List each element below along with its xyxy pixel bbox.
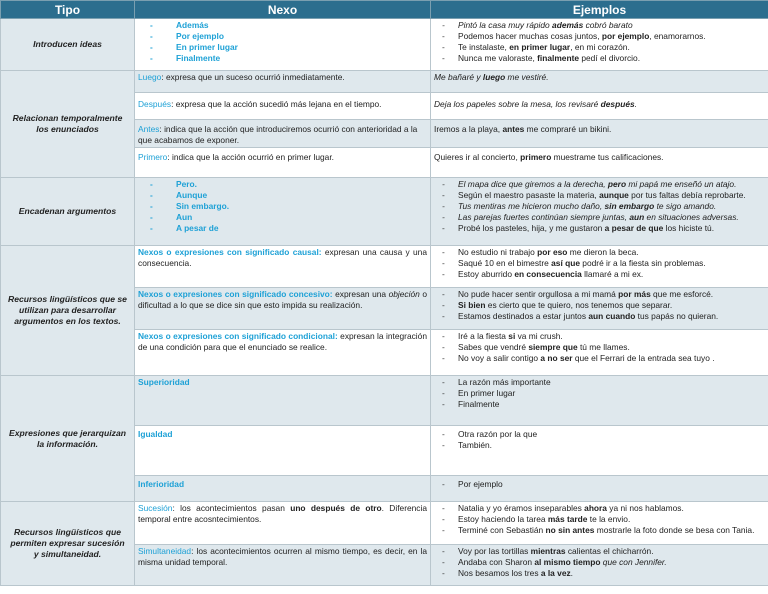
tipo-cell: Introducen ideas [1, 19, 135, 71]
ejemplos-cell [431, 502, 768, 545]
ejemplo-item: - En primer lugar [434, 388, 765, 399]
ejemplo-item: - La razón más importante [434, 377, 765, 388]
nexo-cell: Superioridad [135, 376, 431, 426]
nexo-cell: Simultaneidad: los acontecimientos ocurren al mismo tiempo, es decir, en la misma unidad temporal. [135, 545, 431, 586]
ejemplo-item: - Terminé con Sebastián no sin antes mostrarle la foto donde se besa con Tania. [434, 525, 765, 536]
nexo-item: - Por ejemplo [138, 31, 427, 42]
ejemplos-cell [431, 545, 768, 586]
ejemplos-cell [431, 178, 768, 246]
table-row [1, 19, 768, 71]
ejemplos-cell [431, 426, 768, 476]
ejemplos-cell [431, 476, 768, 502]
nexo-cell: Primero: indica que la acción ocurrió en primer lugar. [135, 148, 431, 178]
table-row [1, 178, 768, 246]
ejemplos-cell [431, 19, 768, 71]
ejemplo-item: - Saqué 10 en el bimestre así que podré ir a la fiesta sin problemas. [434, 258, 765, 269]
ejemplo-item: - Te instalaste, en primer lugar, en mi corazón. [434, 42, 765, 53]
nexo-item: - Sin embargo. [138, 201, 427, 212]
ejemplos-cell: Deja los papeles sobre la mesa, los revisaré después. [431, 93, 768, 120]
header-tipo: Tipo [1, 1, 135, 19]
ejemplo-item: - Según el maestro pasaste la materia, aunque por tus faltas debía reprobarte. [434, 190, 765, 201]
nexo-item: - A pesar de [138, 223, 427, 234]
ejemplo-item: - Finalmente [434, 399, 765, 410]
ejemplos-cell: Me bañaré y luego me vestiré. [431, 71, 768, 93]
nexo-cell: Después: expresa que la acción sucedió más lejana en el tiempo. [135, 93, 431, 120]
nexo-cell: Nexos o expresiones con significado condicional: expresan la integración de una condición para que el enunciado se realice. [135, 330, 431, 376]
table-row [1, 246, 768, 288]
ejemplos-cell [431, 288, 768, 330]
ejemplo-item: - Natalia y yo éramos inseparables ahora ya ni nos hablamos. [434, 503, 765, 514]
ejemplos-cell [431, 246, 768, 288]
table-row [1, 376, 768, 426]
header-nexo: Nexo [135, 1, 431, 19]
nexo-item: - Aun [138, 212, 427, 223]
header-row [1, 1, 768, 19]
nexo-cell: Nexos o expresiones con significado concesivo: expresan una objeción o dificultad a lo que se dice sin que esto impida su realización. [135, 288, 431, 330]
ejemplo-item: - Voy por las tortillas mientras calientas el chicharrón. [434, 546, 765, 557]
ejemplo-item: - Estoy haciendo la tarea más tarde te la envio. [434, 514, 765, 525]
ejemplo-item: - Estoy aburrido en consecuencia llamaré a mi ex. [434, 269, 765, 280]
nexo-cell [135, 19, 431, 71]
ejemplo-item: - No voy a salir contigo a no ser que el Ferrari de la entrada sea tuyo . [434, 353, 765, 364]
ejemplos-cell [431, 330, 768, 376]
nexo-item: - En primer lugar [138, 42, 427, 53]
ejemplo-item: - También. [434, 440, 765, 451]
header-ejemplos: Ejemplos [431, 1, 768, 19]
ejemplos-cell: Quieres ir al concierto, primero muestrame tus calificaciones. [431, 148, 768, 178]
ejemplo-item: - Nunca me valoraste, finalmente pedí el divorcio. [434, 53, 765, 64]
ejemplo-item: - No estudio ni trabajo por eso me dieron la beca. [434, 247, 765, 258]
nexo-item: - Finalmente [138, 53, 427, 64]
ejemplo-item: - Pintó la casa muy rápido además cobró barato [434, 20, 765, 31]
nexo-cell [135, 178, 431, 246]
tipo-cell: Expresiones que jerarquizan la información. [1, 376, 135, 502]
tipo-cell: Relacionan temporalmente los enunciados [1, 71, 135, 178]
ejemplo-item: - Andaba con Sharon al mismo tiempo que con Jennifer. [434, 557, 765, 568]
nexo-item: - Pero. [138, 179, 427, 190]
nexo-cell: Igualdad [135, 426, 431, 476]
nexo-item: - Aunque [138, 190, 427, 201]
ejemplo-item: - Podemos hacer muchas cosas juntos, por ejemplo, enamorarnos. [434, 31, 765, 42]
ejemplo-item: - El mapa dice que giremos a la derecha, pero mi papá me enseñó un atajo. [434, 179, 765, 190]
nexo-cell: Inferioridad [135, 476, 431, 502]
ejemplos-cell [431, 376, 768, 426]
ejemplo-item: - Estamos destinados a estar juntos aun cuando tus papás no quieran. [434, 311, 765, 322]
nexo-cell: Antes: indica que la acción que introduciremos ocurrió con anterioridad a la que acabamos de exponer. [135, 120, 431, 148]
tipo-cell: Recursos lingüísticos que permiten expresar sucesión y simultaneidad. [1, 502, 135, 586]
ejemplo-item: - Las parejas fuertes continúan siempre juntas, aun en situaciones adversas. [434, 212, 765, 223]
tipo-cell: Recursos lingüísticos que se utilizan para desarrollar argumentos en los textos. [1, 246, 135, 376]
nexo-item: - Además [138, 20, 427, 31]
ejemplo-item: - Tus mentiras me hicieron mucho daño, sin embargo te sigo amando. [434, 201, 765, 212]
ejemplo-item: - Por ejemplo [434, 479, 765, 490]
ejemplos-cell: Iremos a la playa, antes me compraré un bikini. [431, 120, 768, 148]
ejemplo-item: - Sabes que vendré siempre que tú me llames. [434, 342, 765, 353]
ejemplo-item: - No pude hacer sentir orgullosa a mi mamá por más que me esforcé. [434, 289, 765, 300]
ejemplo-item: - Probé los pasteles, hija, y me gustaron a pesar de que los hiciste tú. [434, 223, 765, 234]
ejemplo-item: - Nos besamos los tres a la vez. [434, 568, 765, 579]
ejemplo-item: - Otra razón por la que [434, 429, 765, 440]
table-row [1, 502, 768, 545]
nexo-cell: Nexos o expresiones con significado causal: expresan una causa y una consecuencia. [135, 246, 431, 288]
nexo-cell: Sucesión: los acontecimientos pasan uno después de otro. Diferencia temporal entre acosntecimientos. [135, 502, 431, 545]
tipo-cell: Encadenan argumentos [1, 178, 135, 246]
ejemplo-item: - Iré a la fiesta si va mi crush. [434, 331, 765, 342]
ejemplo-item: - Si bien es cierto que te quiero, nos tenemos que separar. [434, 300, 765, 311]
nexo-cell: Luego: expresa que un suceso ocurrió inmediatamente. [135, 71, 431, 93]
table-row [1, 71, 768, 93]
